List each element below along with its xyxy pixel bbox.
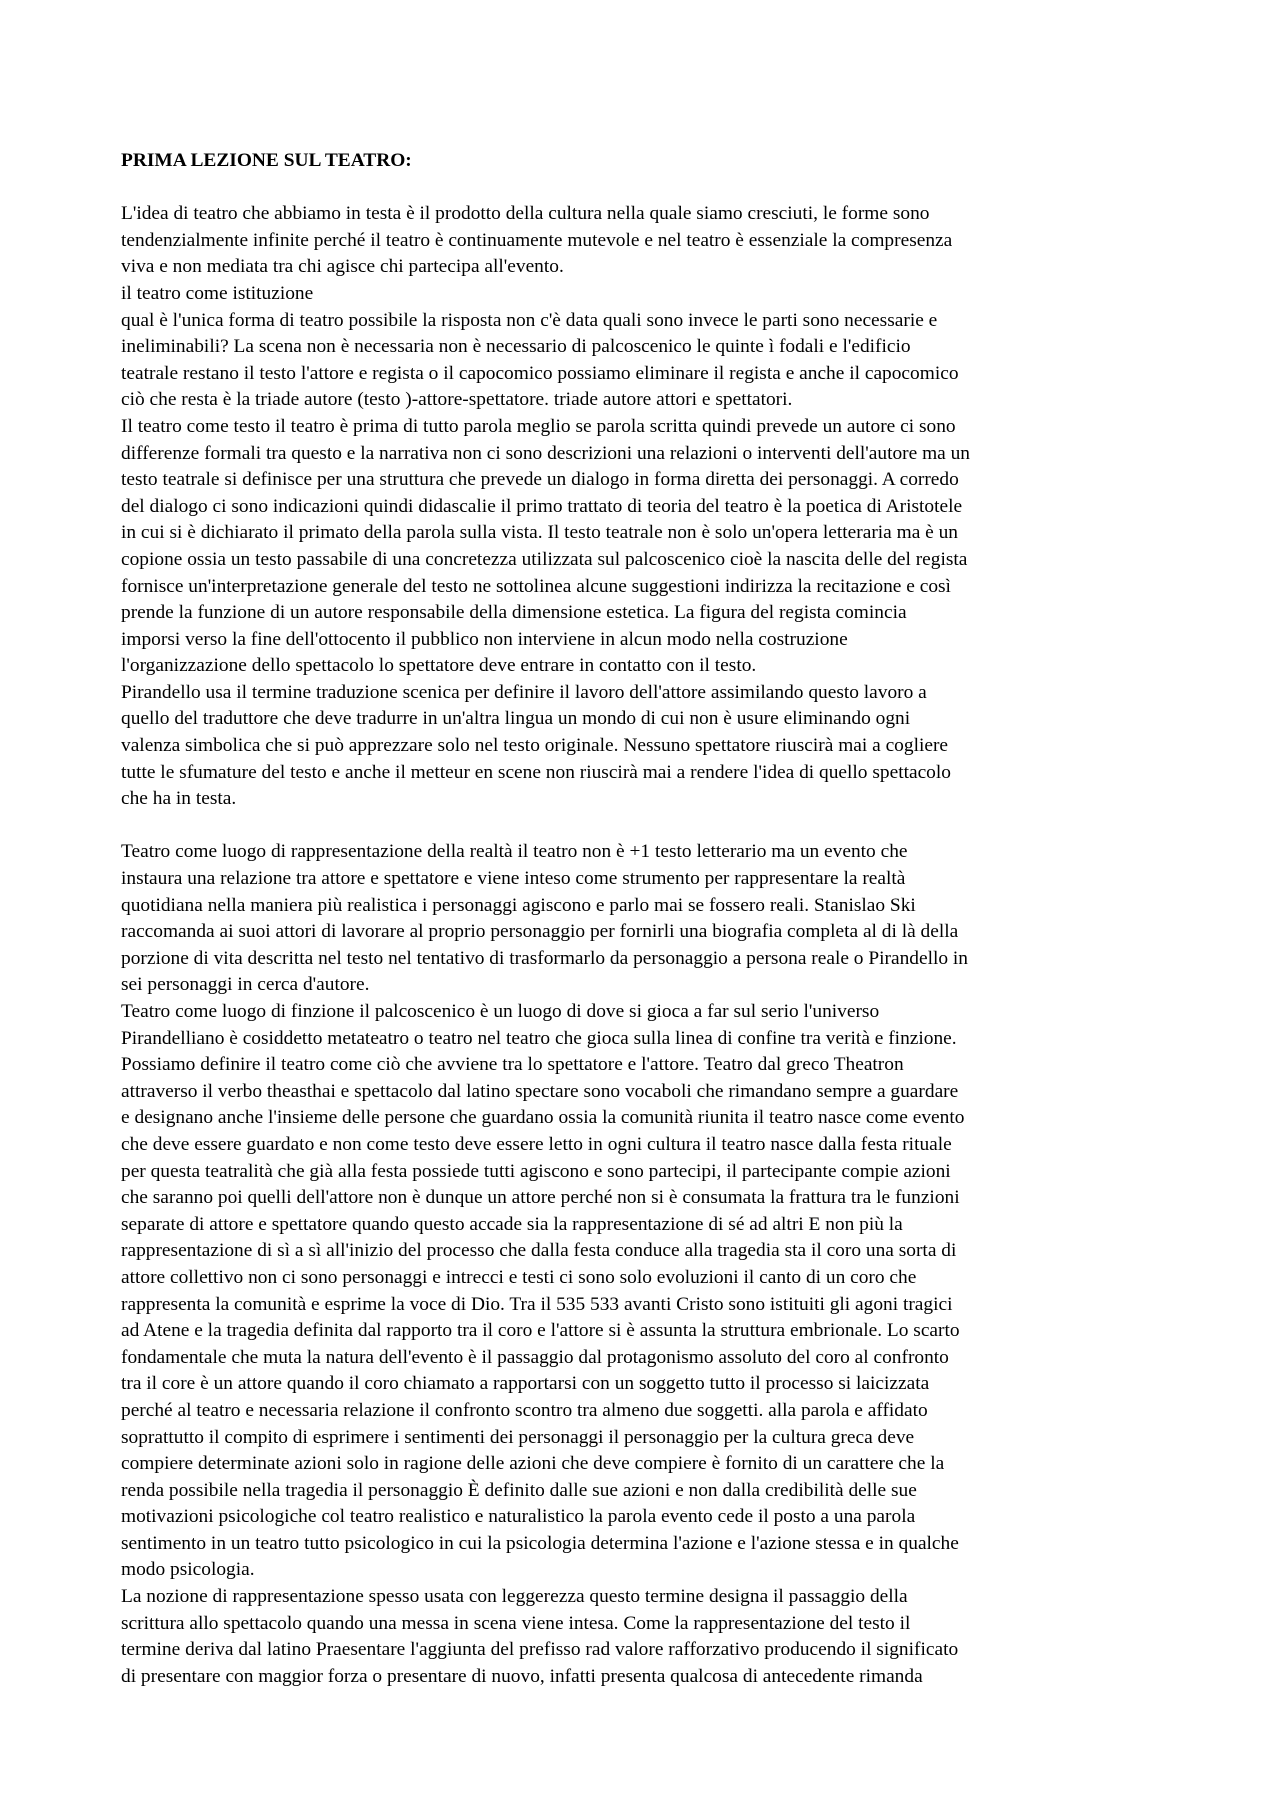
text-line: rappresentazione di sì a sì all'inizio del processo che dalla festa conduce alla tragedia sta il coro una sorta di [121,1240,957,1262]
text-line: tutte le sfumature del testo e anche il metteur en scene non riuscirà mai a rendere l'idea di quello spettacolo [121,761,951,783]
text-line: termine deriva dal latino Praesentare l'aggiunta del prefisso rad valore rafforzativo producendo il significato [121,1639,959,1661]
text-line: valenza simbolica che si può apprezzare solo nel testo originale. Nessuno spettatore riuscirà mai a cogliere [121,735,949,757]
text-line: ciò che resta è la triade autore (testo )-attore-spettatore. triade autore attori e spettatori. [121,389,793,411]
text-line: per questa teatralità che già alla festa possiede tutti agiscono e sono partecipi, il partecipante compie azioni [121,1160,951,1182]
text-line: raccomanda ai suoi attori di lavorare al proprio personaggio per fornirli una biografia completa al di là della [121,921,959,943]
text-line: renda possibile nella tragedia il personaggio È definito dalle sue azioni e non dalla credibilità delle sue [121,1479,917,1501]
text-line: perché al teatro e necessaria relazione il confronto scontro tra almeno due soggetti. alla parola e affidato [121,1399,928,1421]
text-line: La nozione di rappresentazione spesso usata con leggerezza questo termine designa il passaggio della [121,1586,908,1608]
text-line: tra il core è un attore quando il coro chiamato a rapportarsi con un soggetto tutto il processo si laicizzata [121,1373,930,1395]
text-line: Pirandelliano è cosiddetto metateatro o teatro nel teatro che gioca sulla linea di confine tra verità e finzione. [121,1027,957,1049]
text-line: in cui si è dichiarato il primato della parola sulla vista. Il testo teatrale non è solo un'opera letteraria ma è un [121,522,958,544]
text-line: modo psicologia. [121,1559,255,1581]
text-line: rappresenta la comunità e esprime la voce di Dio. Tra il 535 533 avanti Cristo sono istituiti gli agoni tragici [121,1293,953,1315]
text-line: Pirandello usa il termine traduzione scenica per definire il lavoro dell'attore assimilando questo lavoro a [121,681,927,703]
text-line: testo teatrale si definisce per una struttura che prevede un dialogo in forma diretta dei personaggi. A corredo [121,469,959,491]
text-line: e designano anche l'insieme delle persone che guardano ossia la comunità riunita il teatro nasce come evento [121,1107,965,1129]
document-body [121,175,1166,1691]
text-line: il teatro come istituzione [121,282,314,304]
text-line: di presentare con maggior forza o presentare di nuovo, infatti presenta qualcosa di antecedente rimanda [121,1665,923,1687]
text-line: soprattutto il compito di esprimere i sentimenti dei personaggi il personaggio per la cultura greca deve [121,1426,915,1448]
document-page [121,148,1166,1690]
text-line: ad Atene e la tragedia definita dal rapporto tra il coro e l'attore si è assunta la struttura embrionale. Lo scarto [121,1320,960,1342]
text-line: compiere determinate azioni solo in ragione delle azioni che deve compiere è fornito di un carattere che la [121,1453,945,1475]
text-line: instaura una relazione tra attore e spettatore e viene inteso come strumento per rappresentare la realtà [121,868,906,890]
text-line: separate di attore e spettatore quando questo accade sia la rappresentazione di sé ad altri E non più la [121,1213,903,1235]
text-line: Possiamo definire il teatro come ciò che avviene tra lo spettatore e l'attore. Teatro dal greco Theatron [121,1054,904,1076]
text-line: qual è l'unica forma di teatro possibile la risposta non c'è data quali sono invece le parti sono necessarie e [121,309,938,331]
text-line: ineliminabili? La scena non è necessaria non è necessario di palcoscenico le quinte ì fodali e l'edificio [121,336,911,358]
text-line: copione ossia un testo passabile di una concretezza utilizzata sul palcoscenico cioè la nascita delle del regista [121,548,968,570]
text-line: Teatro come luogo di finzione il palcoscenico è un luogo di dove si gioca a far sul serio l'universo [121,1001,880,1022]
text-line: prende la funzione di un autore responsabile della dimensione estetica. La figura del regista comincia [121,602,907,624]
text-line: sentimento in un teatro tutto psicologico in cui la psicologia determina l'azione e l'azione stessa e in qualche [121,1532,959,1554]
text-line: scrittura allo spettacolo quando una messa in scena viene intesa. Come la rappresentazione del testo il [121,1612,911,1634]
text-line: che deve essere guardato e non come testo deve essere letto in ogni cultura il teatro nasce dalla festa rituale [121,1133,952,1155]
text-line: differenze formali tra questo e la narrativa non ci sono descrizioni una relazioni o interventi dell'autore ma un [121,442,970,464]
text-line: che saranno poi quelli dell'attore non è dunque un attore perché non si è consumata la frattura tra le funzioni [121,1187,960,1209]
text-line: che ha in testa. [121,788,237,810]
text-line: viva e non mediata tra chi agisce chi partecipa all'evento. [121,256,564,278]
text-line: Il teatro come testo il teatro è prima di tutto parola meglio se parola scritta quindi prevede un autore ci sono [121,415,956,437]
text-line: porzione di vita descritta nel testo nel tentativo di trasformarlo da personaggio a persona reale o Pirandello in [121,947,968,969]
text-line: motivazioni psicologiche col teatro realistico e naturalistico la parola evento cede il posto a una parola [121,1506,916,1528]
text-line: quello del traduttore che deve tradurre in un'altra lingua un mondo di cui non è usure eliminando ogni [121,708,911,730]
text-line: del dialogo ci sono indicazioni quindi didascalie il primo trattato di teoria del teatro è la poetica di Aristotele [121,495,963,517]
text-line: tendenzialmente infinite perché il teatro è continuamente mutevole e nel teatro è essenziale la compresenza [121,229,953,251]
text-line: imporsi verso la fine dell'ottocento il pubblico non interviene in alcun modo nella costruzione [121,628,848,650]
text-line: attore collettivo non ci sono personaggi e intrecci e testi ci sono solo evoluzioni il canto di un coro che [121,1266,917,1288]
text-line: fondamentale che muta la natura dell'evento è il passaggio dal protagonismo assoluto del coro al confronto [121,1346,949,1368]
text-line: fornisce un'interpretazione generale del testo ne sottolinea alcune suggestioni indirizza la recitazione e così [121,575,951,597]
document-title: PRIMA LEZIONE SUL TEATRO: [121,150,412,171]
blank-line [121,175,1166,202]
text-line: L'idea di teatro che abbiamo in testa è il prodotto della cultura nella quale siamo cresciuti, le forme sono [121,203,930,225]
text-line: l'organizzazione dello spettacolo lo spettatore deve entrare in contatto con il testo. [121,655,757,677]
text-line: Teatro come luogo di rappresentazione della realtà il teatro non è +1 testo letterario ma un evento che [121,841,908,863]
text-line: teatrale restano il testo l'attore e regista o il capocomico possiamo eliminare il regista e anche il capocomico [121,362,959,384]
text-line: attraverso il verbo theasthai e spettacolo dal latino spectare sono vocaboli che rimandano sempre a guardare [121,1080,959,1102]
text-line: quotidiana nella maniera più realistica i personaggi agiscono e parlo mai se fossero reali. Stanislao Ski [121,894,916,916]
text-line: sei personaggi in cerca d'autore. [121,974,370,996]
blank-line [121,813,1166,840]
